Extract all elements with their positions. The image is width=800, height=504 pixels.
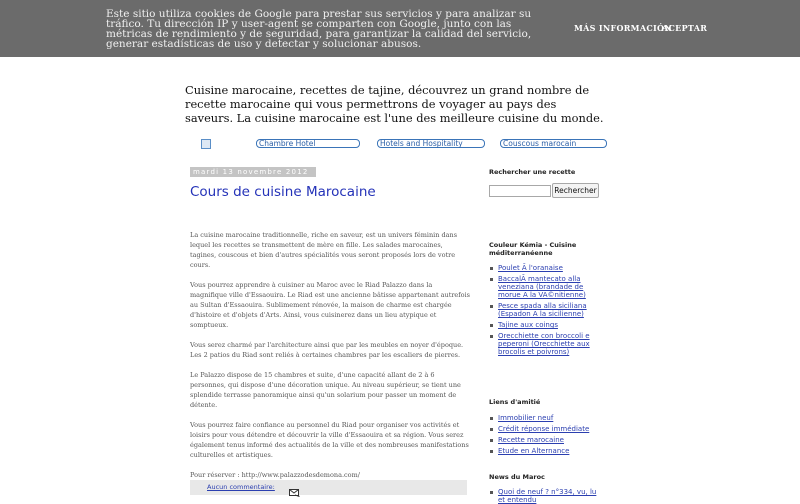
post-title-link[interactable]: Cours de cuisine Marocaine [190,184,376,200]
list-item [489,436,601,444]
list-item [489,425,601,433]
friend-link[interactable]: Etude en Alternance [498,447,570,455]
recipe-link[interactable]: Pesce spada alla siciliana (Espadon Ã la sicilienne) [498,302,587,318]
recipe-link[interactable]: Tajine aux coings [498,321,558,329]
recipe-link[interactable]: Poulet Ã l'oranaise [498,264,563,272]
list-item [489,447,601,455]
friend-link[interactable]: Recette marocaine [498,436,564,444]
friend-link[interactable]: Crédit réponse immédiate [498,425,590,433]
post-paragraph: Vous pourrez apprendre à cuisiner au Maroc avec le Riad Palazzo dans la magnifique ville d'Essaouira. Le Riad est une ancienne bâtisse appartenant autrefois au Sultan d'Essaouira. Sublimement rénovée, la maison de charme est chargée d'histoire et d'objets d'Arts. Ainsi, vous cuisinerez dans un lieu atypique et somptueux. [190,281,471,329]
post-date-header: mardi 13 novembre 2012 [190,167,316,177]
news-link[interactable]: Quoi de neuf ? n°334, vu, lu et entendu [498,488,597,504]
broken-image-icon [201,139,211,149]
news-list [489,488,601,504]
search-input[interactable] [489,185,551,197]
post-body [190,230,470,490]
post-paragraph: Le Palazzo dispose de 15 chambres et suite, d'une capacité allant de 2 à 6 personnes, qui dispose d'une décoration unique. Au niveau supérieur, se tient une splendide terrasse panoramique ainsi qu'un solarium pour passer un moment de détente. [190,371,461,409]
post-footer [190,480,467,495]
list-item [489,321,601,329]
more-info-button[interactable]: MÁS INFORMACIÓN [574,23,672,33]
nav-link-couscous-marocain[interactable]: Couscous marocain [500,139,607,148]
accept-cookies-button[interactable]: ACEPTAR [662,23,708,33]
cookie-bar [0,0,800,57]
post-paragraph: La cuisine marocaine traditionnelle, riche en saveur, est un univers féminin dans lequel les recettes se transmettent de mère en fille. Les salades marocaines, tagines, couscous et bien d'autres spécialités vous seront proposés lors de votre cours. [190,231,458,269]
friends-link-list [489,414,601,458]
comments-link[interactable]: Aucun commentaire: [207,483,275,491]
search-button[interactable]: Rechercher [552,183,599,198]
nav-link-hotels-hospitality[interactable]: Hotels and Hospitality [377,139,485,148]
recipe-link[interactable]: BaccalÃ mantecato alla veneziana (brandade de morue Ã la VÃ©nitienne) [498,275,586,299]
post-paragraph: Vous pourrez faire confiance au personnel du Riad pour organiser vos activités et loisirs pour vous détendre et découvrir la ville d'Essaouira et sa région. Vous serez également tenus informé des actualités de la ville et des nombreuses manifestations culturelles et artistiques. [190,421,469,459]
nav-link-chambre-hotel[interactable]: Chambre Hotel [256,139,360,148]
friend-link[interactable]: Immobilier neuf [498,414,554,422]
list-item [489,488,601,504]
news-widget-title: News du Maroc [489,473,545,481]
kemia-recipe-list [489,264,601,359]
search-widget-title: Rechercher une recette [489,168,576,176]
list-item [489,275,601,299]
post-paragraph: Pour réserver : http://www.palazzodesdemona.com/ [190,471,360,479]
cookie-notice-text: Este sitio utiliza cookies de Google para prestar sus servicios y para analizar su tráfico. Tu dirección IP y user-agent se comparten con Google, junto con las métricas de rendimiento y de seguridad, para garantizar la calidad del servicio, generar estadísticas de uso y detectar y solucionar abusos. [106,8,532,50]
list-item [489,414,601,422]
blog-description: Cuisine marocaine, recettes de tajine, découvrez un grand nombre de recette marocaine qui vous permettrons de voyager au pays des saveurs. La cuisine marocaine est l'une des meilleure cuisine du monde. [185,83,604,125]
email-post-icon[interactable] [289,482,300,501]
recipe-link[interactable]: Orecchiette con broccoli e peperoni (Orecchiette aux brocolis et poivrons) [498,332,590,356]
list-item [489,302,601,318]
list-item [489,264,601,272]
friends-widget-title: Liens d'amitié [489,398,541,406]
post-paragraph: Vous serez charmé par l'architecture ainsi que par les meubles en noyer d'époque. Les 2 patios du Riad sont reliés à certaines chambres par les escaliers de pierres. [190,341,464,359]
list-item [489,332,601,356]
kemia-widget-title: Couleur Kémia - Cuisine méditerranéenne [489,241,577,257]
